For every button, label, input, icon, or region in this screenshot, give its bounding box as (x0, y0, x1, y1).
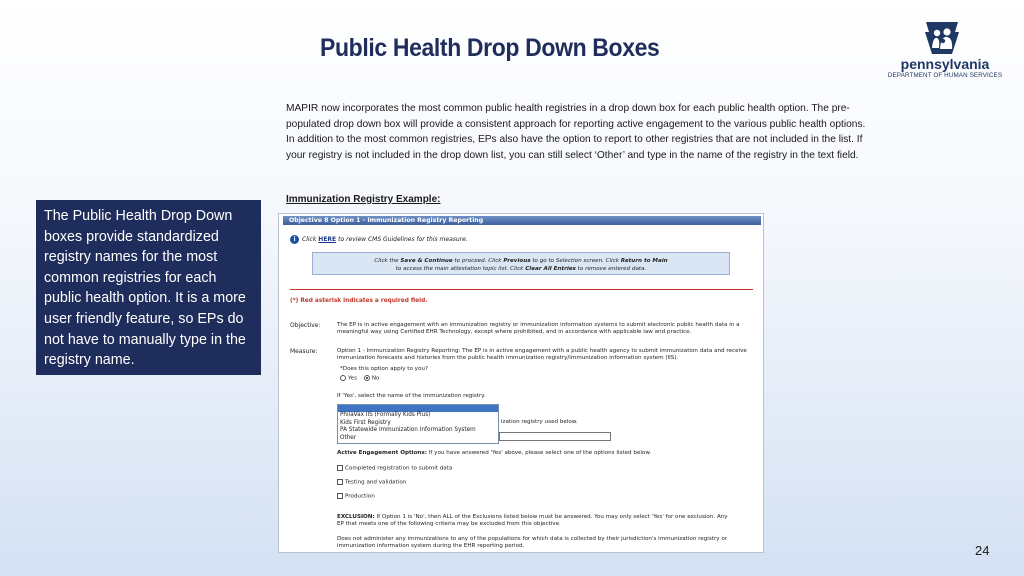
no-radio[interactable] (364, 375, 370, 381)
objective-label: Objective: (290, 322, 321, 329)
engagement-checkbox-row (337, 465, 452, 473)
help-suffix: to review CMS Guidelines for this measure. (338, 236, 468, 243)
objective-header: Objective 8 Option 1 - Immunization Registry Reporting (283, 216, 761, 225)
checkbox-label: Completed registration to submit data (345, 465, 453, 472)
callout-box: The Public Health Drop Down boxes provide standardized registry names for the most common registries for each public health option. It is a more user friendly feature, so EPs do not have to manually type in the registry name. (36, 200, 261, 375)
help-prefix: Click (302, 236, 317, 243)
engagement-checkbox-row (337, 479, 406, 487)
engagement-options-line (337, 450, 651, 457)
checkbox[interactable] (337, 479, 343, 485)
dropdown-option[interactable]: PA Statewide Immunization Information System (340, 427, 476, 434)
nav-text: to proceed. Click (454, 258, 502, 264)
engagement-checkbox-row (337, 493, 375, 501)
clear-all-label: Clear All Entries (525, 266, 576, 272)
nav-text: Click the (374, 258, 399, 264)
dropdown-option[interactable]: PhilaVax IIS (Formally Kids Plus) (340, 412, 431, 418)
required-note: (*) Red asterisk indicates a required field. (290, 298, 428, 304)
divider (290, 289, 753, 290)
info-icon: i (290, 235, 299, 244)
objective-text: The EP is in active engagement with an immunization registry or immunization information systems to submit electronic public health data in a meaningful way using Certified EHR Technology, except where prohibited, and in accordance with applicable law and practice. (337, 322, 740, 336)
dropdown-option[interactable]: Kids First Registry (340, 419, 391, 426)
page-title: Public Health Drop Down Boxes (320, 34, 660, 62)
navigation-instructions (312, 252, 730, 275)
engagement-text: If you have answered 'Yes' above, please select one of the options listed below. (428, 450, 652, 456)
embedded-screenshot (278, 213, 764, 553)
keystone-family-icon (922, 20, 962, 56)
no-label: No (371, 375, 380, 382)
dropdown-option[interactable]: Other (340, 434, 357, 441)
exclusion-item: Does not administer any immunizations to any of the populations for which data is collected by their jurisdiction's immunization registry or immunization information system during the EHR reporting period. (337, 536, 728, 550)
dropdown-highlight (338, 405, 498, 412)
yes-label: Yes (348, 375, 358, 382)
nav-text: to go to Selection screen. Click (532, 258, 620, 264)
example-label: Immunization Registry Example: (286, 194, 441, 205)
help-link[interactable]: HERE (318, 236, 337, 243)
checkbox-label: Production (345, 493, 375, 500)
exclusion-text (337, 514, 732, 529)
engagement-label: Active Engagement Options: (337, 450, 427, 456)
nav-text: to remove entered data. (577, 266, 647, 272)
registry-name-input[interactable] (499, 432, 611, 441)
logo-wordmark: pennsylvania (900, 56, 990, 72)
registry-used-text: ization registry used below. (501, 419, 578, 425)
measure-text: Option 1 - Immunization Registry Reporting: The EP is in active engagement with a public health agency to submit immunization data and receive immunization forecasts and histories from the public health immunization registry/immunization information system (IIS). (337, 348, 747, 362)
page-number: 24 (975, 543, 990, 558)
checkbox[interactable] (337, 493, 343, 499)
yes-no-radios (340, 375, 379, 383)
measure-label: Measure: (290, 348, 318, 355)
exclusion-label: EXCLUSION: (337, 514, 375, 520)
nav-text: to access the main attestation topic list. Click (395, 266, 524, 272)
yes-radio[interactable] (340, 375, 346, 381)
registry-prompt: If 'Yes', select the name of the immunization registry. (337, 393, 486, 399)
return-main-label: Return to Main (620, 258, 668, 264)
help-line (290, 235, 468, 244)
checkbox[interactable] (337, 465, 343, 471)
logo-subtitle: DEPARTMENT OF HUMAN SERVICES (887, 72, 1003, 79)
intro-paragraph: MAPIR now incorporates the most common public health registries in a drop down box for each public health option. The pre-populated drop down box will provide a consistent approach for reporting active engagement to the various public health options. In addition to the most common registries, EPs also have the option to report to other registries that are not included in the list. If your registry is not included in the drop down list, you can still select ‘Other’ and type in the name of the registry in the text field. (286, 103, 866, 161)
checkbox-label: Testing and validation (345, 479, 407, 486)
pennsylvania-logo (886, 20, 1004, 82)
apply-question: *Does this option apply to you? (340, 366, 428, 372)
exclusion-body: If Option 1 is 'No', then ALL of the Exclusions listed below must be answered. You may only select 'Yes' for one exclusion. Any EP that meets one of the following criteria may be excluded from this objective. (337, 514, 728, 528)
registry-dropdown[interactable] (337, 404, 499, 444)
previous-label: Previous (503, 258, 531, 264)
save-continue-label: Save & Continue (400, 258, 453, 264)
